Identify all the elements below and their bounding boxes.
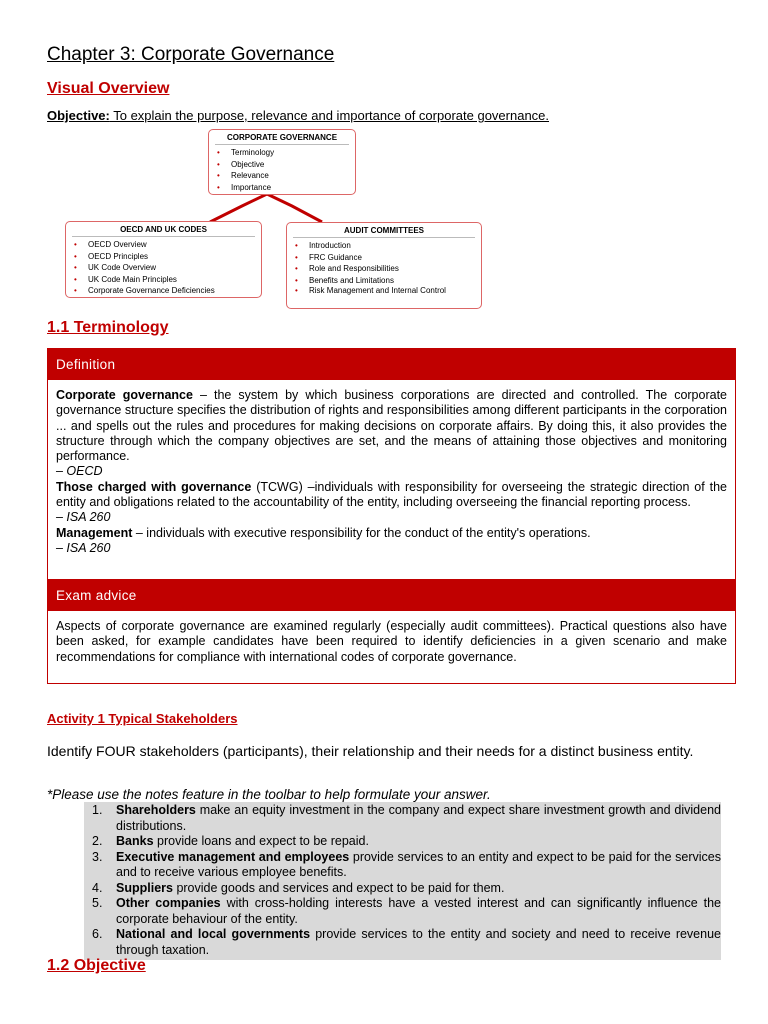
item-text: provide loans and expect to be repaid.	[153, 834, 369, 848]
box-title: AUDIT COMMITTEES	[293, 223, 475, 238]
exam-advice-panel	[47, 580, 736, 684]
objective-line	[47, 108, 549, 123]
definition-body	[48, 380, 735, 564]
terminology-heading: 1.1 Terminology	[47, 319, 169, 336]
list-item	[84, 834, 721, 850]
list-item: • Terminology	[217, 147, 347, 159]
tcwg-text: (TCWG) –individuals with responsibility for overseeing the strategic direction of the entity and obligations related to the accountability of the entity, including overseeing the financial reporting process.	[56, 479, 728, 510]
item-text: provide services to an entity and expect to be paid for the services and to receive various employee benefits.	[116, 849, 722, 879]
item-number: 5.	[92, 896, 103, 910]
list-item: • Relevance	[217, 170, 347, 182]
audit-committees-box	[286, 222, 482, 309]
list-item: • Role and Responsibilities	[295, 263, 473, 275]
list-item: • OECD Overview	[74, 239, 253, 251]
item-term: Banks	[116, 834, 154, 848]
item-term: Executive management and employees	[116, 849, 350, 864]
item-number: 3.	[92, 849, 103, 864]
list-item: • Corporate Governance Deficiencies	[74, 285, 253, 297]
item-term: Shareholders	[116, 803, 196, 817]
list-item: • UK Code Overview	[74, 262, 253, 274]
item-text: provide goods and services and expect to be paid for them.	[172, 880, 505, 895]
list-item: • OECD Principles	[74, 251, 253, 263]
item-number: 1.	[92, 803, 103, 817]
item-number: 4.	[92, 880, 103, 895]
tcwg-source: – ISA 260	[56, 510, 111, 525]
exam-advice-header: Exam advice	[48, 580, 735, 611]
mgmt-term: Management	[56, 525, 133, 540]
mgmt-source: – ISA 260	[56, 540, 111, 555]
list-item: • Benefits and Limitations	[295, 275, 473, 287]
chapter-title: Chapter 3: Corporate Governance	[47, 44, 335, 65]
cg-definition	[56, 388, 727, 464]
definition-header: Definition	[48, 349, 735, 380]
item-number: 6.	[92, 927, 103, 941]
mgmt-text: – individuals with executive responsibility for the conduct of the entity's operations.	[132, 525, 591, 540]
definition-panel	[47, 348, 736, 580]
list-item: • Risk Management and Internal Control	[295, 286, 473, 296]
mgmt-definition	[56, 526, 727, 541]
list-item: • Importance	[217, 182, 347, 194]
connector-right	[267, 194, 322, 222]
activity-heading: Activity 1 Typical Stakeholders	[47, 711, 238, 726]
activity-instruction: Identify FOUR stakeholders (participants), their relationship and their needs for a distinct business entity.	[47, 743, 694, 759]
list-item	[84, 927, 721, 958]
box-title: OECD AND UK CODES	[72, 222, 255, 237]
cg-text: – the system by which business corporations are directed and controlled. The corporate governance structure specifies the distribution of rights and responsibilities among different participants in the corporation ... and spells out the rules and procedures for making decisions on corporate affairs. By doing this, it also provides the structure through which the company objectives are set, and the means of attaining those objectives and monitoring performance.	[56, 388, 727, 464]
list-item	[84, 896, 721, 927]
list-item: • FRC Guidance	[295, 252, 473, 264]
cg-term: Corporate governance	[56, 388, 193, 402]
list-item: • Introduction	[295, 240, 473, 252]
exam-advice-body: Aspects of corporate governance are examined regularly (especially audit committees). Practical questions also have been asked, for example candidates have been required to identify deficiencies in a given scenario and make recommendations for compliance with international codes of corporate governance.	[56, 619, 727, 664]
objective-heading: 1.2 Objective	[47, 957, 146, 974]
list-item: • UK Code Main Principles	[74, 274, 253, 286]
item-term: National and local governments	[116, 927, 311, 941]
item-number: 2.	[92, 834, 103, 848]
overview-diagram	[60, 126, 490, 316]
tcwg-definition	[56, 480, 727, 511]
list-item: • Objective	[217, 159, 347, 171]
tcwg-term: Those charged with governance	[56, 479, 252, 494]
list-item	[84, 803, 721, 834]
objective-text: To explain the purpose, relevance and importance of corporate governance.	[109, 108, 550, 123]
objective-label: Objective:	[47, 108, 110, 123]
list-item	[84, 850, 721, 881]
item-text: with cross-holding interests have a vested interest and can significantly influence the corporate behaviour of the entity.	[116, 896, 721, 926]
corporate-governance-box	[208, 129, 356, 195]
list-item	[84, 881, 721, 897]
visual-overview-heading: Visual Overview	[47, 80, 170, 97]
item-term: Suppliers	[116, 880, 173, 895]
stakeholder-answers	[84, 802, 721, 960]
cg-source: – OECD	[56, 464, 103, 479]
oecd-uk-codes-box	[65, 221, 262, 298]
item-term: Other companies	[116, 896, 221, 910]
activity-note: *Please use the notes feature in the toolbar to help formulate your answer.	[47, 787, 491, 802]
box-title: CORPORATE GOVERNANCE	[215, 130, 349, 145]
connector-left	[210, 194, 267, 222]
item-text: provide services to the entity and society and need to receive revenue through taxation.	[116, 927, 721, 957]
item-text: make an equity investment in the company and expect share investment growth and dividend distributions.	[116, 803, 721, 833]
